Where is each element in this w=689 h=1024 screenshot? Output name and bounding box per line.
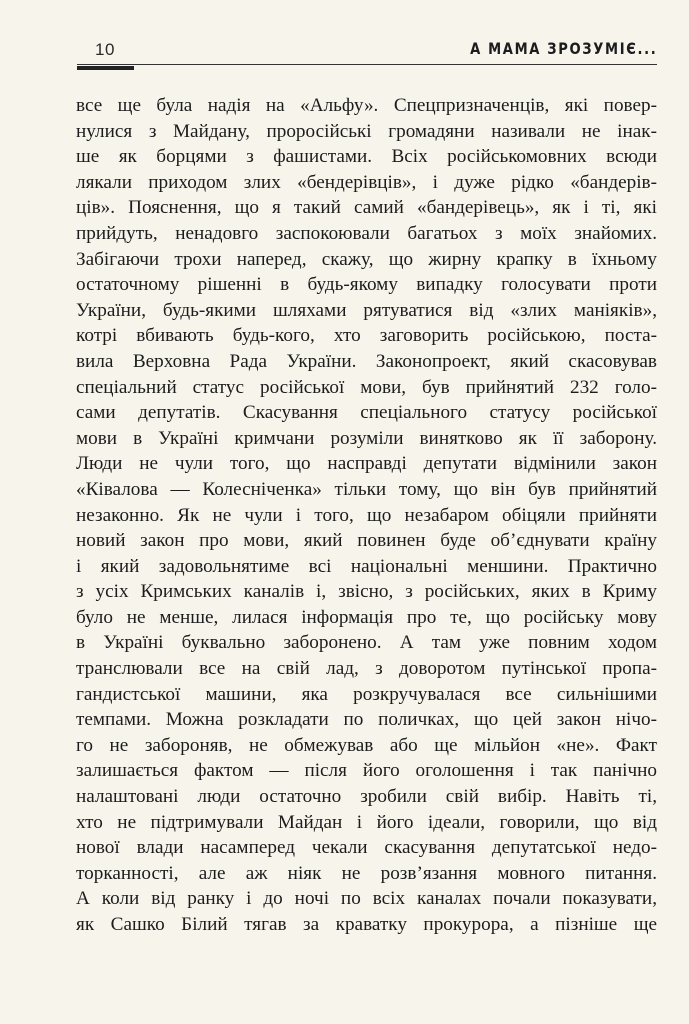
- text-line: прийдуть, ненадовго заспокоювали багатьох з моїх знайомих.: [76, 222, 657, 244]
- page-header: [77, 38, 657, 64]
- text-line: ців». Пояснення, що я такий самий «бандерівець», як і ті, які: [76, 197, 657, 219]
- text-line: сами депутатів. Скасування спеціального статусу російської: [76, 402, 657, 424]
- text-line: хто не підтримували Майдан і його ідеали, говорили, що від: [76, 811, 657, 833]
- text-line: лякали приходом злих «бендерівців», і дуже рідко «бандерів-: [76, 171, 657, 193]
- text-line: нулися з Майдану, проросійські громадяни називали не інак-: [76, 120, 657, 142]
- body-text: [76, 93, 657, 938]
- text-line: Забігаючи трохи наперед, скажу, що жирну крапку в їхньому: [76, 248, 657, 270]
- text-line: було не менше, лилася інформація про те, що російську мову: [76, 606, 657, 628]
- text-line: А коли від ранку і до ночі по всіх каналах почали показувати,: [76, 888, 657, 910]
- text-line: незаконно. Як не чули і того, що незабаром обіцяли прийняти: [76, 504, 657, 526]
- text-line: в Україні буквально заборонено. А там уже повним ходом: [76, 632, 657, 654]
- page-number: 10: [95, 40, 115, 59]
- text-line: Люди не чули того, що насправді депутати відмінили закон: [76, 453, 657, 475]
- text-line: го не забороняв, не обмежував або ще мільйон «не». Факт: [76, 734, 657, 756]
- text-line: торканності, але аж ніяк не розв’язання мовного питання.: [76, 862, 657, 884]
- text-line: налаштовані люди остаточно зробили свій вибір. Навіть ті,: [76, 786, 657, 808]
- text-line: України, будь-якими шляхами рятуватися від «злих маніяків»,: [76, 299, 657, 321]
- text-line: залишається фактом — після його оголошення і так панічно: [76, 760, 657, 782]
- text-line: нової влади насамперед чекали скасування депутатської недо-: [76, 837, 657, 859]
- text-line: темпами. Можна розкладати по поличках, що цей закон нічо-: [76, 709, 657, 731]
- text-line: як Сашко Білий тягав за краватку прокурора, а пізніше ще: [76, 914, 657, 935]
- text-line: новий закон про мови, який повинен буде об’єднувати країну: [76, 530, 657, 552]
- text-line: котрі вбивають будь-кого, хто заговорить російською, поста-: [76, 325, 657, 347]
- text-line: ше як борцями з фашистами. Всіх російськомовних всюди: [76, 146, 657, 168]
- text-line: вила Верховна Рада України. Законопроект, який скасовував: [76, 350, 657, 372]
- header-rule: [77, 64, 657, 65]
- text-line: мови в Україні кримчани розуміли винятково як її заборону.: [76, 427, 657, 449]
- header-rule-accent: [77, 66, 134, 70]
- running-title: А МАМА ЗРОЗУМІЄ...: [469, 39, 657, 58]
- text-line: все ще була надія на «Альфу». Спецпризначенців, які повер-: [76, 95, 657, 116]
- text-line: гандистської машини, яка розкручувалася все сильнішими: [76, 683, 657, 705]
- text-line: і який задовольнятиме всі національні меншини. Практично: [76, 555, 657, 577]
- text-line: остаточному рішенні в будь-якому випадку голосувати проти: [76, 274, 657, 296]
- text-line: транслювали все на свій лад, з доворотом путінської пропа-: [76, 658, 657, 680]
- text-line: спеціальний статус російської мови, був прийнятий 232 голо-: [76, 376, 657, 398]
- text-line: «Ківалова — Колесніченка» тільки тому, що він був прийнятий: [76, 478, 657, 500]
- text-line: з усіх Кримських каналів і, звісно, з російських, яких в Криму: [76, 581, 657, 603]
